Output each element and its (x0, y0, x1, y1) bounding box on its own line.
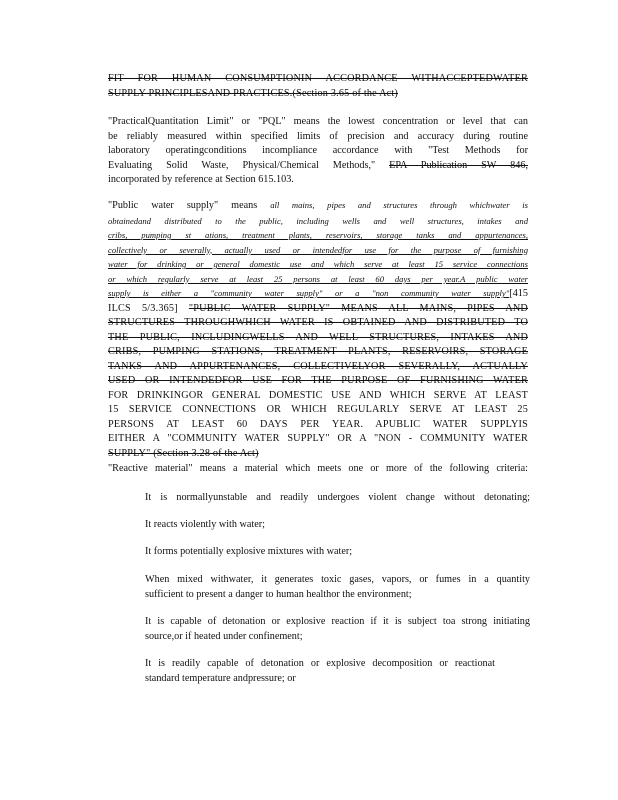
criterion-5-line-2: source,or if heated under confinement; (145, 630, 303, 642)
criterion-4-line-2: sufficient to present a danger to human healthor the environment; (145, 588, 412, 600)
criterion-2-line: It reacts violently with water; (145, 519, 265, 530)
criterion-1-line: It is normallyunstable and readily undergoes violent change without detonating; (145, 492, 530, 503)
pql-line-3: laboratory operatingconditions incompliance accordance with "Test Methods for (108, 145, 528, 156)
pws-line-4: collectively or severally, actually used or intendedfor use for the purpose of furnishing (108, 244, 528, 255)
criterion-6 (145, 657, 530, 686)
pws-line-5: water for drinking or general domestic use and which serve at least 15 service connections (108, 259, 528, 269)
pws-line-3: cribs, pumping st ations, treatment plants, reservoirs, storage tanks and appurtenances, (108, 230, 528, 240)
pql-line-1: "PracticalQuantitation Limit" or "PQL" means the lowest concentration or level that can (108, 116, 528, 127)
pws-line-1-text: "Public water supply" means (108, 200, 271, 211)
pws-line-7 (108, 286, 528, 302)
criterion-6-line-2: standard temperature andpressure; or (145, 672, 296, 684)
pql-line-4-struck: EPA Publication SW 846, (389, 159, 529, 171)
criterion-5 (145, 615, 530, 644)
pws-line-9: STRUCTURES THROUGHWHICH WATER IS OBTAINED AND DISTRIBUTED TO (108, 317, 528, 328)
reactive-material-intro (108, 462, 528, 477)
heading-line-1: FIT FOR HUMAN CONSUMPTIONIN ACCORDANCE WITHACCEPTEDWATER (108, 73, 528, 84)
pws-line-1 (108, 198, 528, 214)
pql-line-2: be reliably measured within specified limits of precision and accuracy during routine (108, 130, 528, 142)
criterion-3-line: It forms potentially explosive mixtures with water; (145, 546, 353, 557)
pws-line-12: TANKS AND APPURTENANCES, COLLECTIVELYOR SEVERALLY, ACTUALLY (108, 360, 528, 372)
reactive-intro-line: "Reactive material" means a material which meets one or more of the following criteria: (108, 463, 528, 474)
criterion-3 (145, 545, 530, 560)
pws-line-1-italic: all mains, pipes and structures through whichwater is (270, 200, 528, 210)
pws-line-15: 15 SERVICE CONNECTIONS OR WHICH REGULARLY SERVE AT LEAST 25 (108, 404, 528, 415)
criterion-6-line-1: It is readily capable of detonation or explosive decomposition or reactionat (145, 658, 495, 669)
pws-line-8-struck: "PUBLIC WATER SUPPLY" MEANS ALL MAINS, PIPES AND (188, 302, 528, 314)
pws-line-10: THE PUBLIC, INCLUDINGWELLS AND WELL STRUCTURES, INTAKES AND (108, 331, 528, 343)
pql-line-4 (108, 159, 528, 174)
criterion-5-line-1: It is capable of detonation or explosive reaction if it is subject toa strong initiating (145, 616, 530, 627)
pws-line-13: USED OR INTENDEDFOR USE FOR THE PURPOSE OF FURNISHING WATER (108, 375, 528, 386)
criterion-1 (145, 491, 530, 506)
criterion-4-line-1: When mixed withwater, it generates toxic gases, vapors, or fumes in a quantity (145, 574, 530, 585)
criterion-4 (145, 573, 530, 602)
pql-line-4-text: Evaluating Solid Waste, Physical/Chemical Methods," (108, 159, 390, 171)
pws-line-6: or which regularly serve at least 25 persons at least 60 days per year.A public water (108, 273, 528, 284)
pws-line-2: obtainedand distributed to the public, including wells and well structures, intakes and (108, 215, 528, 226)
pws-line-16: PERSONS AT LEAST 60 DAYS PER YEAR. APUBLIC WATER SUPPLYIS (108, 418, 528, 430)
public-water-supply-definition (108, 198, 528, 461)
pws-line-8-cite: ILCS 5/3.365] (108, 302, 178, 314)
pws-line-17: EITHER A "COMMUNITY WATER SUPPLY" OR A "NON - COMMUNITY WATER (108, 433, 528, 444)
heading-struck (108, 72, 528, 101)
pws-line-14: FOR DRINKINGOR GENERAL DOMESTIC USE AND WHICH SERVE AT LEAST (108, 389, 528, 401)
pws-line-7-cite: [415 (509, 288, 528, 299)
heading-line-2: SUPPLY PRINCIPLESAND PRACTICES.(Section 3.65 of the Act) (108, 87, 398, 99)
pql-line-5: incorporated by reference at Section 615.103. (108, 174, 294, 185)
pws-line-7-italic: supply is either a "community water supply" or a "non community water supply" (108, 288, 510, 298)
pws-line-18: SUPPLY" (Section 3.28 of the Act) (108, 447, 259, 459)
criterion-2 (145, 518, 530, 533)
pws-line-8 (108, 302, 528, 317)
pws-line-11: CRIBS, PUMPING STATIONS, TREATMENT PLANTS, RESERVOIRS, STORAGE (108, 346, 528, 357)
pql-definition (108, 115, 528, 188)
